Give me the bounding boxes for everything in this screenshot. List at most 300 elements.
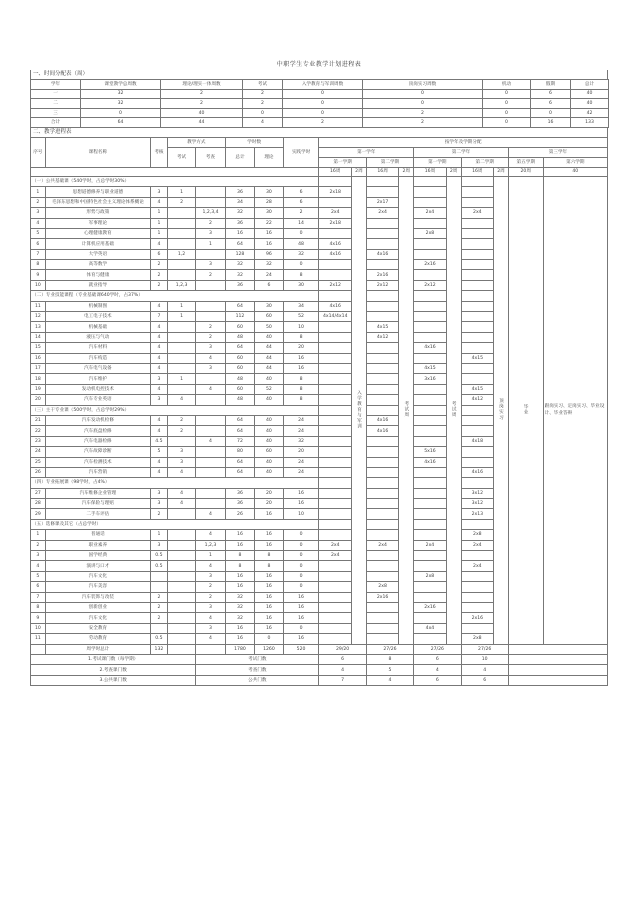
dist-cell: 2x8 <box>461 634 494 644</box>
dist-cell <box>461 519 494 529</box>
cell: 3 <box>196 623 225 633</box>
summary-cell: 0 <box>81 108 161 118</box>
cell: 4 <box>31 561 46 571</box>
total-cell <box>508 644 607 654</box>
cell: 汽车营销 <box>45 467 150 477</box>
cell: 汽车材料 <box>45 343 150 353</box>
dist-cell <box>414 239 447 249</box>
cell <box>167 592 195 602</box>
cell: 16 <box>255 239 283 249</box>
summary-cell: 4 <box>243 118 283 128</box>
dist-cell: 2x12 <box>366 280 399 290</box>
cell: 4 <box>151 239 168 249</box>
cell: 2 <box>283 208 319 218</box>
teaching-plan-table <box>30 137 608 686</box>
cell: 4 <box>196 384 225 394</box>
dist-cell <box>414 530 447 540</box>
cell: 44 <box>255 343 283 353</box>
cell <box>167 343 195 353</box>
merged-w9 <box>508 176 543 644</box>
merged-w9-text: 毕业 <box>523 403 529 415</box>
dist-cell: 4x16 <box>414 343 447 353</box>
cell: 25 <box>31 457 46 467</box>
header-term-3: 第一学期 <box>414 157 461 167</box>
cell: 汽车装饰与改装 <box>45 592 150 602</box>
header-practice: 实践学时 <box>283 137 319 167</box>
cell: 1,2,3 <box>167 280 195 290</box>
group-row <box>31 176 608 186</box>
footer-sub: 公共门数 <box>196 675 319 685</box>
cell: 27 <box>31 488 46 498</box>
cell: 1 <box>196 239 225 249</box>
plan-section-title: 二、教学进程表 <box>30 128 608 137</box>
cell: 形势与政策 <box>45 208 150 218</box>
cell: 24 <box>283 426 319 436</box>
cell: 4 <box>151 364 168 374</box>
cell: 1 <box>167 301 195 311</box>
cell: 10 <box>283 509 319 519</box>
weeks-10: 40 <box>543 167 607 176</box>
dist-cell: 2x4 <box>461 540 494 550</box>
summary-cell: 32 <box>81 89 161 99</box>
cell: 4 <box>167 395 195 405</box>
cell: 20 <box>255 499 283 509</box>
cell <box>167 270 195 280</box>
summary-cell: 42 <box>571 108 609 118</box>
dist-cell <box>414 197 447 207</box>
cell: 0 <box>283 561 319 571</box>
dist-cell <box>366 436 399 446</box>
dist-cell <box>319 457 352 467</box>
cell: 128 <box>225 249 254 259</box>
cell: 3 <box>196 571 225 581</box>
cell: 0 <box>255 634 283 644</box>
cell: 16 <box>255 509 283 519</box>
total-cell: 周学时总计 <box>45 644 150 654</box>
dist-cell <box>461 426 494 436</box>
cell: 汽车文化 <box>45 571 150 581</box>
footer-label: 3.公共课门数 <box>31 675 196 685</box>
dist-cell: 2x8 <box>414 571 447 581</box>
merged-w2-text: 入学教育与军训 <box>356 389 362 429</box>
dist-cell <box>319 613 352 623</box>
header-year-1: 第一学年 <box>319 147 414 157</box>
summary-cell: 一 <box>31 89 81 99</box>
cell: 32 <box>225 208 254 218</box>
cell: 4 <box>196 436 225 446</box>
merged-w2 <box>352 176 367 644</box>
summary-cell: 二 <box>31 99 81 109</box>
dist-cell: 4x16 <box>319 239 352 249</box>
cell: 2 <box>151 613 168 623</box>
cell <box>167 228 195 238</box>
weeks-2: 2周 <box>352 167 367 176</box>
cell: 20 <box>283 447 319 457</box>
dist-cell <box>319 530 352 540</box>
dist-cell <box>461 187 494 197</box>
dist-cell: 5x16 <box>414 447 447 457</box>
time-allocation-table <box>30 79 609 128</box>
cell: 16 <box>255 228 283 238</box>
dist-cell: 2x4 <box>319 540 352 550</box>
cell: 16 <box>283 634 319 644</box>
dist-cell: 4x16 <box>366 249 399 259</box>
cell: 16 <box>225 623 254 633</box>
dist-cell <box>366 613 399 623</box>
cell: 7 <box>31 592 46 602</box>
cell: 10 <box>283 322 319 332</box>
summary-cell: 2 <box>243 89 283 99</box>
cell <box>196 457 225 467</box>
dist-cell <box>461 312 494 322</box>
summary-cell: 16 <box>531 118 571 128</box>
dist-cell <box>461 447 494 457</box>
cell: 3 <box>196 228 225 238</box>
cell <box>196 312 225 322</box>
cell: 汽车维护 <box>45 374 150 384</box>
dist-cell <box>414 405 447 415</box>
cell: 24 <box>283 467 319 477</box>
summary-cell: 2 <box>363 108 483 118</box>
cell <box>196 447 225 457</box>
cell: 40 <box>255 374 283 384</box>
summary-cell: 32 <box>81 99 161 109</box>
dist-cell: 2x18 <box>319 187 352 197</box>
cell: 32 <box>225 592 254 602</box>
cell: 44 <box>255 364 283 374</box>
cell: 二手车评估 <box>45 509 150 519</box>
cell <box>196 374 225 384</box>
cell: 8 <box>225 551 254 561</box>
cell: 5 <box>31 571 46 581</box>
cell <box>196 197 225 207</box>
dist-cell: 2x4 <box>319 551 352 561</box>
cell: 3 <box>151 488 168 498</box>
total-cell: 1260 <box>255 644 283 654</box>
cell: 32 <box>225 602 254 612</box>
total-cell <box>167 644 195 654</box>
dist-cell <box>414 436 447 446</box>
summary-header-cell: 入学教育与军训周数 <box>283 80 363 90</box>
total-cell: 27/26 <box>414 644 461 654</box>
summary-cell: 2 <box>283 118 363 128</box>
footer-value: 6 <box>461 675 508 685</box>
dist-cell <box>461 280 494 290</box>
dist-cell <box>414 218 447 228</box>
cell: 16 <box>225 582 254 592</box>
cell: 11 <box>31 301 46 311</box>
footer-value: 6 <box>414 654 461 664</box>
dist-cell <box>461 239 494 249</box>
cell: 16 <box>283 353 319 363</box>
cell: 0 <box>283 551 319 561</box>
dist-cell: 2x4 <box>414 540 447 550</box>
dist-cell: 2x16 <box>366 270 399 280</box>
dist-cell <box>461 322 494 332</box>
cell: 1 <box>151 228 168 238</box>
dist-cell <box>414 353 447 363</box>
dist-cell <box>461 374 494 384</box>
cell: 16 <box>255 530 283 540</box>
cell: 1,2 <box>167 249 195 259</box>
header-theory: 理论 <box>255 147 283 167</box>
cell: 22 <box>31 426 46 436</box>
cell: 创新创业 <box>45 602 150 612</box>
cell <box>167 260 195 270</box>
cell: 48 <box>225 332 254 342</box>
cell <box>167 613 195 623</box>
cell: 17 <box>31 364 46 374</box>
dist-cell <box>414 322 447 332</box>
cell: 1 <box>31 187 46 197</box>
cell: 64 <box>225 426 254 436</box>
cell: 4 <box>151 332 168 342</box>
dist-cell <box>461 176 494 186</box>
cell: 5 <box>151 447 168 457</box>
dist-cell <box>414 561 447 571</box>
cell: 汽车底盘检修 <box>45 426 150 436</box>
cell: 汽车维修企业管理 <box>45 488 150 498</box>
dist-cell <box>414 291 447 301</box>
summary-header-cell: 学年 <box>31 80 81 90</box>
summary-header-cell: 课堂教学总周数 <box>81 80 161 90</box>
cell: 16 <box>225 634 254 644</box>
cell: 40 <box>255 395 283 405</box>
dist-cell <box>319 374 352 384</box>
cell: 32 <box>225 613 254 623</box>
dist-cell <box>461 343 494 353</box>
cell: 汽车专业英语 <box>45 395 150 405</box>
weeks-6: 2周 <box>446 167 461 176</box>
cell <box>167 561 195 571</box>
dist-cell: 3x16 <box>414 374 447 384</box>
footer-value: 6 <box>414 675 461 685</box>
cell: 0 <box>283 260 319 270</box>
cell: 2 <box>196 218 225 228</box>
cell: 1 <box>151 218 168 228</box>
cell: 0 <box>283 571 319 581</box>
group-title: （一）公共基础课（540学时，占总学时30%） <box>31 176 319 186</box>
footer-value: 4 <box>319 665 366 675</box>
dist-cell <box>366 384 399 394</box>
cell: 6 <box>31 239 46 249</box>
footer-value: 4 <box>461 665 508 675</box>
cell: 24 <box>31 447 46 457</box>
header-term-4: 第二学期 <box>461 157 508 167</box>
cell: 普通话 <box>45 530 150 540</box>
dist-cell <box>366 374 399 384</box>
cell: 4 <box>196 530 225 540</box>
cell <box>196 415 225 425</box>
dist-cell: 4x15 <box>461 384 494 394</box>
cell: 3 <box>167 457 195 467</box>
cell <box>196 467 225 477</box>
cell: 24 <box>283 457 319 467</box>
cell: 29 <box>31 509 46 519</box>
dist-cell: 2x4 <box>414 208 447 218</box>
cell: 2 <box>196 592 225 602</box>
dist-cell <box>366 509 399 519</box>
cell <box>167 530 195 540</box>
dist-cell <box>366 260 399 270</box>
cell <box>167 239 195 249</box>
dist-cell <box>319 602 352 612</box>
footer-empty <box>508 675 607 685</box>
cell: 8 <box>283 332 319 342</box>
cell <box>196 488 225 498</box>
cell: 64 <box>225 457 254 467</box>
footer-row <box>31 675 608 685</box>
merged-w10 <box>543 176 607 644</box>
dist-cell: 3x12 <box>461 488 494 498</box>
cell <box>167 623 195 633</box>
cell: 2 <box>31 540 46 550</box>
dist-cell <box>414 395 447 405</box>
cell <box>167 634 195 644</box>
dist-cell: 2x13 <box>461 509 494 519</box>
header-form-check: 考查 <box>196 147 225 167</box>
cell: 26 <box>225 509 254 519</box>
cell: 16 <box>255 571 283 581</box>
cell <box>196 395 225 405</box>
header-seq: 序号 <box>31 137 46 167</box>
summary-cell: 0 <box>363 99 483 109</box>
cell: 3 <box>196 260 225 270</box>
dist-cell <box>366 488 399 498</box>
dist-cell <box>366 176 399 186</box>
cell: 劳动教育 <box>45 634 150 644</box>
cell: 3 <box>167 447 195 457</box>
merged-w10-text: 跟岗实习、定岗实习、毕业设计、毕业答辩 <box>544 404 605 417</box>
cell: 2 <box>196 270 225 280</box>
cell: 3 <box>151 187 168 197</box>
cell: 1 <box>167 374 195 384</box>
cell: 60 <box>225 384 254 394</box>
dist-cell <box>461 249 494 259</box>
cell <box>167 322 195 332</box>
header-total: 总计 <box>225 147 254 167</box>
cell: 4 <box>196 613 225 623</box>
cell: 1 <box>31 530 46 540</box>
cell <box>151 623 168 633</box>
header-distribution: 按学年及学期分配 <box>319 137 608 147</box>
cell: 4 <box>151 426 168 436</box>
dist-cell <box>319 364 352 374</box>
footer-value: 4 <box>414 665 461 675</box>
cell: 64 <box>225 467 254 477</box>
summary-cell: 0 <box>483 118 531 128</box>
cell: 汽车检测技术 <box>45 457 150 467</box>
cell: 2 <box>151 592 168 602</box>
cell: 计算机应用基础 <box>45 239 150 249</box>
dist-cell <box>366 312 399 322</box>
cell: 80 <box>225 447 254 457</box>
cell: 发动机电控技术 <box>45 384 150 394</box>
cell: 72 <box>225 436 254 446</box>
cell: 40 <box>255 426 283 436</box>
cell: 2 <box>167 415 195 425</box>
cell: 0 <box>283 530 319 540</box>
dist-cell <box>319 270 352 280</box>
cell: 34 <box>225 197 254 207</box>
total-cell: 132 <box>151 644 168 654</box>
dist-cell <box>366 343 399 353</box>
summary-row <box>31 108 609 118</box>
cell: 8 <box>283 270 319 280</box>
cell: 机械制图 <box>45 301 150 311</box>
group-title: （五）选修课及其它（占总学时） <box>31 519 319 529</box>
cell: 16 <box>225 540 254 550</box>
dist-cell <box>366 218 399 228</box>
dist-cell <box>366 634 399 644</box>
dist-cell: 2x8 <box>461 530 494 540</box>
cell: 40 <box>255 436 283 446</box>
dist-cell <box>319 228 352 238</box>
cell <box>167 353 195 363</box>
merged-w6 <box>446 176 461 644</box>
dist-cell <box>461 582 494 592</box>
dist-cell <box>414 551 447 561</box>
page <box>30 60 608 686</box>
cell: 9 <box>31 613 46 623</box>
cell: 26 <box>31 467 46 477</box>
cell: 36 <box>225 187 254 197</box>
dist-cell <box>319 415 352 425</box>
header-term-2: 第二学期 <box>366 157 413 167</box>
header-course-name: 课程名称 <box>45 137 150 167</box>
cell: 50 <box>255 322 283 332</box>
cell <box>167 436 195 446</box>
cell: 16 <box>283 592 319 602</box>
header-year-2: 第二学年 <box>414 147 509 157</box>
footer-value: 6 <box>319 654 366 664</box>
cell <box>196 301 225 311</box>
dist-cell <box>461 291 494 301</box>
header-hours: 学时数 <box>225 137 283 147</box>
dist-cell: 2x16 <box>366 592 399 602</box>
cell: 毛泽东思想和中国特色社会主义理论体系概论 <box>45 197 150 207</box>
cell: 16 <box>225 228 254 238</box>
cell: 4 <box>196 634 225 644</box>
dist-cell <box>461 197 494 207</box>
cell: 60 <box>225 364 254 374</box>
cell: 16 <box>283 499 319 509</box>
cell: 军事理论 <box>45 218 150 228</box>
cell: 8 <box>283 395 319 405</box>
dist-cell <box>366 551 399 561</box>
group-title: （二）专业技能课程（专业基础课640学时，占37%） <box>31 291 319 301</box>
cell: 4 <box>151 197 168 207</box>
summary-cell: 0 <box>483 99 531 109</box>
cell: 液压与气动 <box>45 332 150 342</box>
dist-cell: 2x4 <box>319 208 352 218</box>
cell: 2 <box>167 426 195 436</box>
cell: 2 <box>31 197 46 207</box>
cell: 0 <box>283 582 319 592</box>
merged-w8-text: 顶岗实习 <box>498 398 504 421</box>
cell: 高等数学 <box>45 260 150 270</box>
merged-w4 <box>399 176 414 644</box>
cell: 48 <box>283 239 319 249</box>
cell: 16 <box>255 582 283 592</box>
cell: 8 <box>255 551 283 561</box>
cell: 2 <box>151 280 168 290</box>
cell: 心理健康教育 <box>45 228 150 238</box>
dist-cell <box>366 457 399 467</box>
dist-cell <box>366 291 399 301</box>
footer-value: 5 <box>366 665 413 675</box>
cell <box>167 384 195 394</box>
